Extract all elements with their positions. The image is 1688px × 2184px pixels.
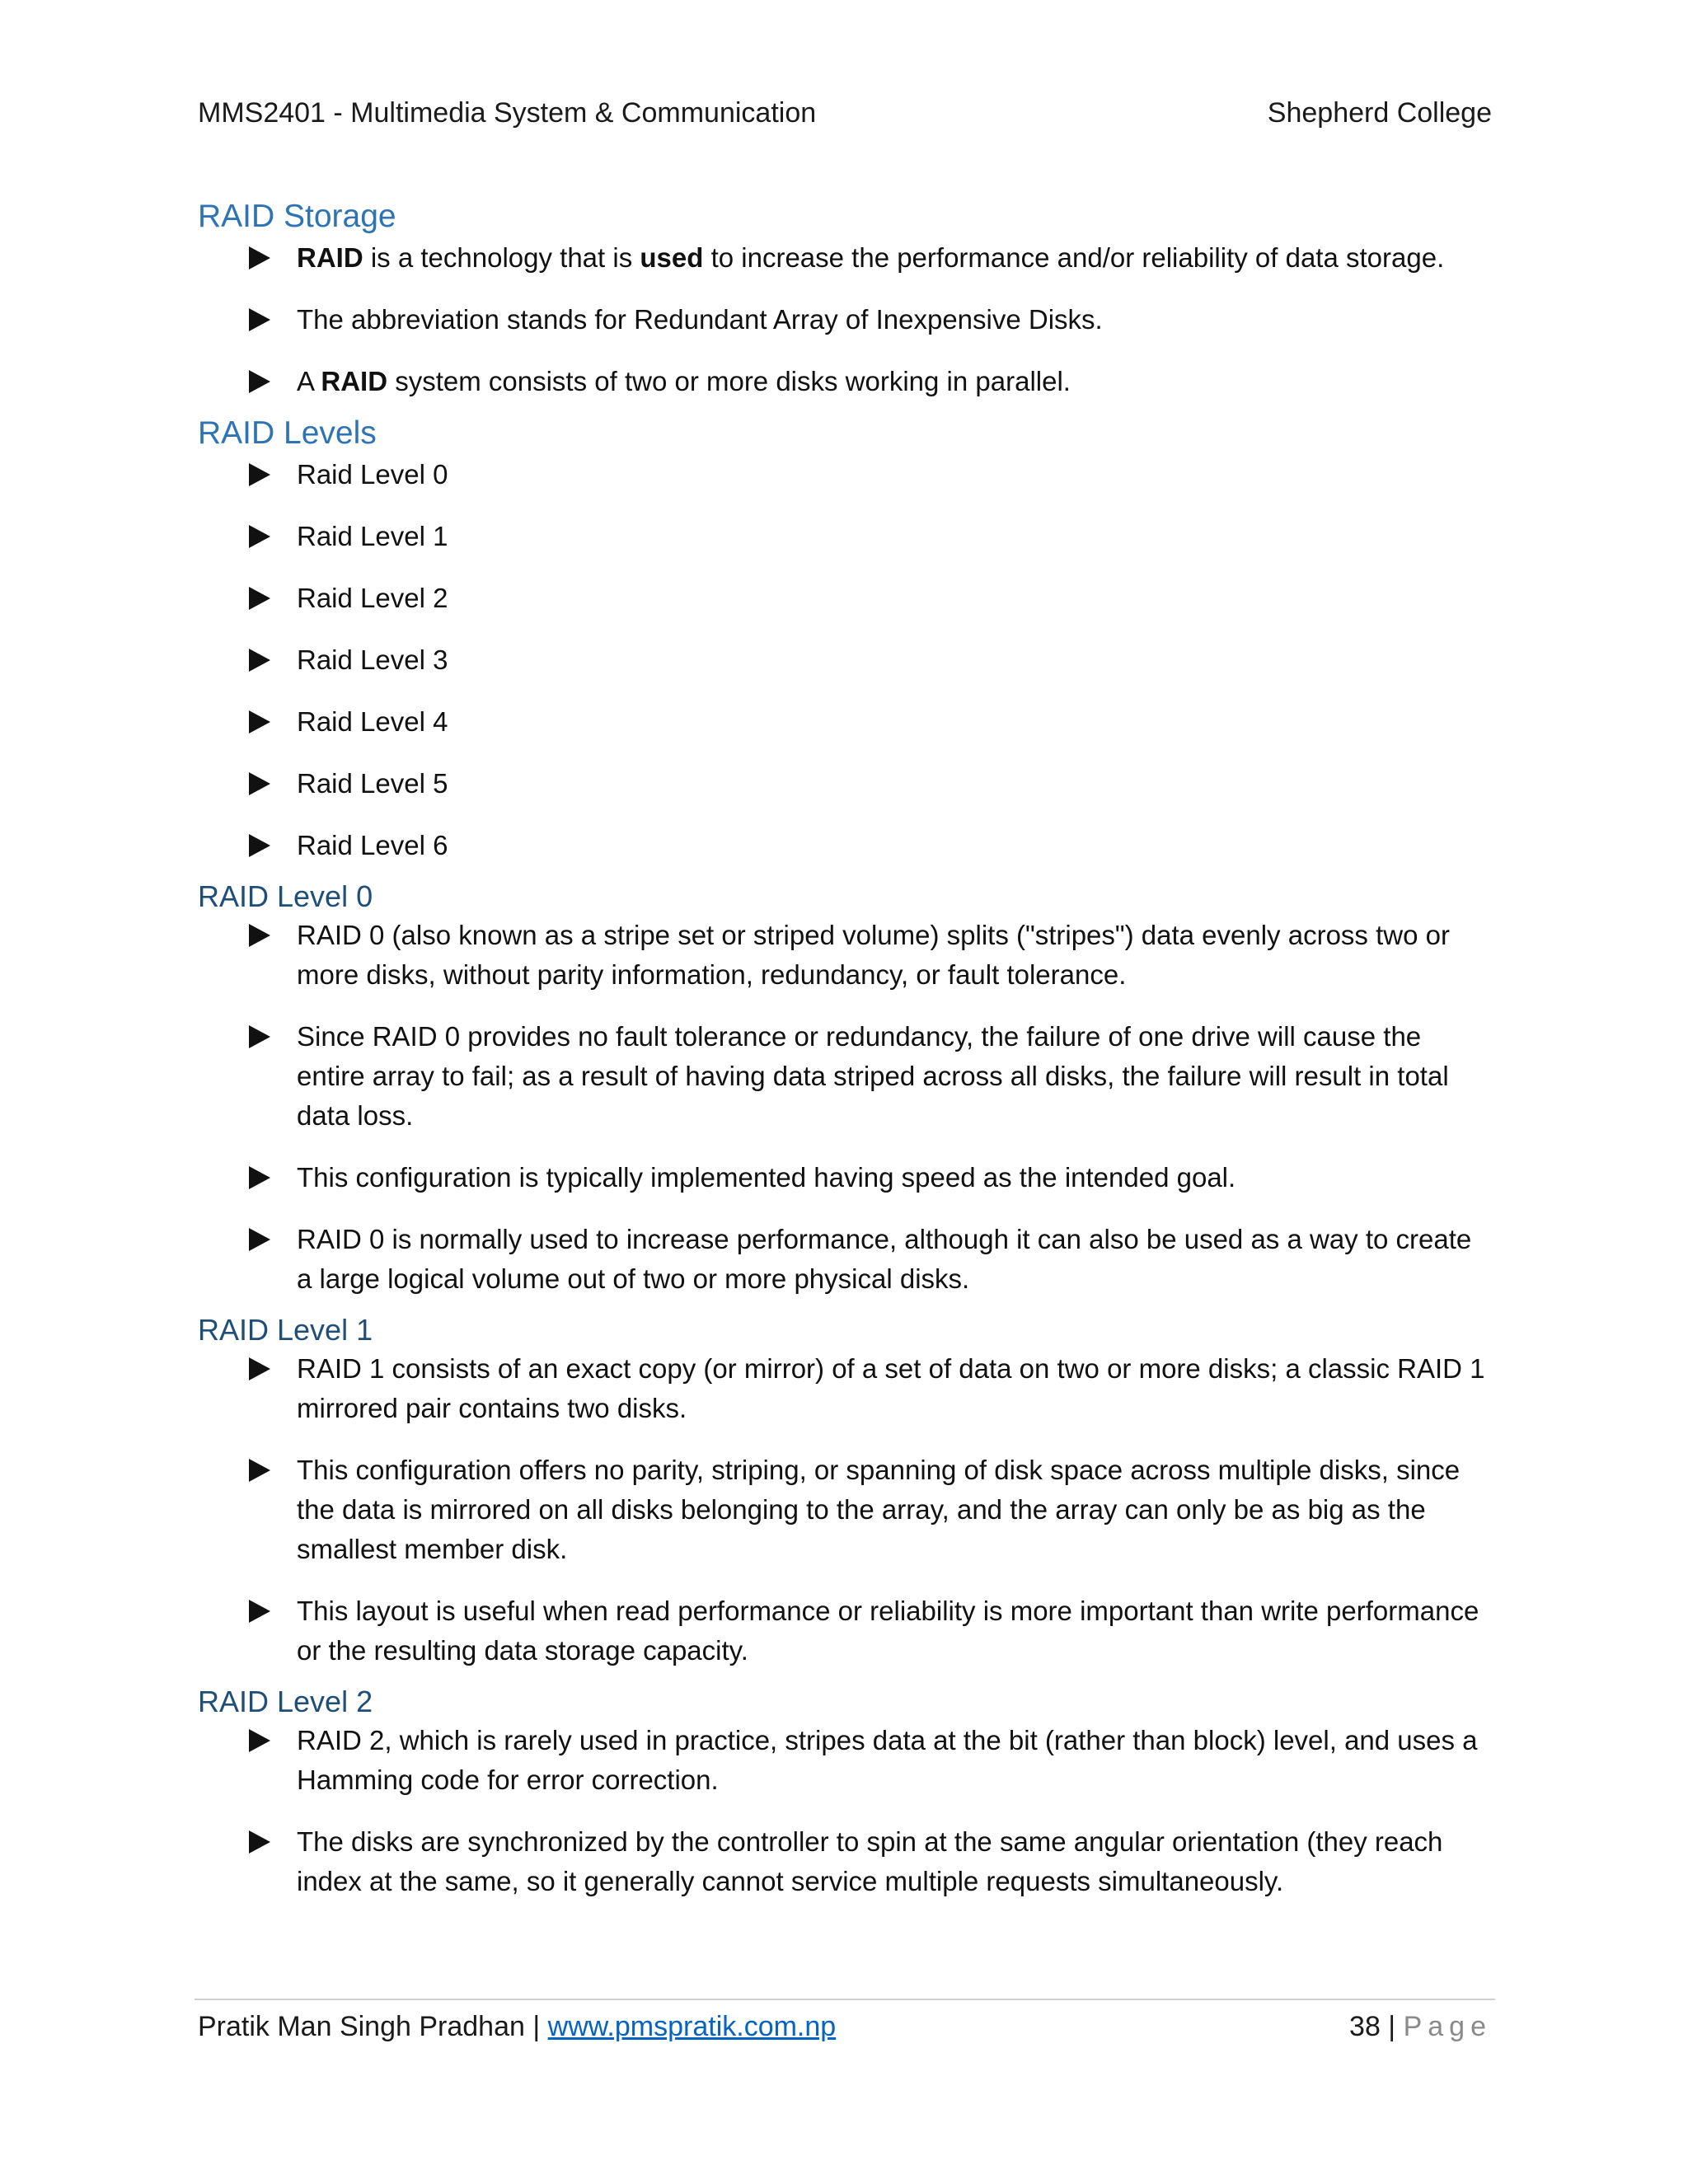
list-item [198, 702, 1492, 742]
list-item-text: Raid Level 0 [297, 458, 448, 490]
list-item [198, 826, 1492, 865]
triangle-bullet-icon [249, 924, 270, 947]
list-item-text: The disks are synchronized by the controller to spin at the same angular orientation (they reach index at the same, so it generally cannot service multiple requests simultaneously. [297, 1826, 1451, 1897]
bold-text: RAID [297, 241, 363, 273]
list-item [198, 1349, 1492, 1428]
list-item-text: Raid Level 4 [297, 705, 448, 737]
list-item [198, 1591, 1492, 1671]
triangle-bullet-icon [249, 1830, 270, 1854]
section-heading: RAID Level 1 [198, 1312, 373, 1347]
section-heading: RAID Storage [198, 199, 396, 234]
bullet-list [198, 238, 1492, 401]
triangle-bullet-icon [249, 1729, 270, 1752]
triangle-bullet-icon [249, 649, 270, 672]
header-institution: Shepherd College [1267, 97, 1492, 129]
page-number-separator: | [1380, 2011, 1404, 2042]
list-item-text: This configuration offers no parity, striping, or spanning of disk space across multiple disks, since the data is mirrored on all disks belonging to the array, and the array can only be as big as the smallest member disk. [297, 1454, 1468, 1564]
triangle-bullet-icon [249, 1600, 270, 1623]
list-item-text: Raid Level 5 [297, 767, 448, 799]
triangle-bullet-icon [249, 525, 270, 548]
footer-website-link[interactable]: www.pmspratik.com.np [547, 2011, 837, 2042]
list-item [198, 1158, 1492, 1197]
list-item [198, 300, 1492, 340]
list-item [198, 579, 1492, 618]
bullet-list [198, 1721, 1492, 1901]
document-body [198, 198, 1492, 1915]
list-item [198, 1721, 1492, 1800]
list-item [198, 764, 1492, 804]
triangle-bullet-icon [249, 463, 270, 486]
footer-divider [195, 1999, 1495, 2000]
bullet-list [198, 455, 1492, 865]
list-item-text: RAID 0 is normally used to increase performance, although it can also be used as a way to create a large logical volume out of two or more physical disks. [297, 1223, 1479, 1294]
list-item [198, 640, 1492, 680]
list-item-text: RAID 1 consists of an exact copy (or mirror) of a set of data on two or more disks; a classic RAID 1 mirrored pair contains two disks. [297, 1352, 1493, 1423]
section-heading: RAID Level 0 [198, 879, 373, 913]
triangle-bullet-icon [249, 1357, 270, 1380]
page-footer [198, 2011, 1492, 2043]
triangle-bullet-icon [249, 772, 270, 795]
list-item-text: system consists of two or more disks working in parallel. [387, 365, 1071, 396]
list-item [198, 1822, 1492, 1901]
list-item [198, 1451, 1492, 1569]
triangle-bullet-icon [249, 1459, 270, 1482]
footer-separator: | [524, 2011, 548, 2042]
footer-author-block [198, 2011, 836, 2043]
bold-text: used [640, 241, 704, 273]
triangle-bullet-icon [249, 1228, 270, 1251]
list-item-text: A [297, 365, 321, 396]
page-number: 38 [1349, 2011, 1381, 2042]
list-item-text: The abbreviation stands for Redundant Array of Inexpensive Disks. [297, 303, 1103, 335]
list-item [198, 916, 1492, 995]
header-course-title: MMS2401 - Multimedia System & Communication [198, 97, 817, 129]
bullet-list [198, 1349, 1492, 1671]
list-item-text: Since RAID 0 provides no fault tolerance or redundancy, the failure of one drive will cause the entire array to fail; as a result of having data striped across all disks, the failure will result in total data loss. [297, 1020, 1456, 1131]
section-heading: RAID Levels [198, 415, 377, 451]
triangle-bullet-icon [249, 834, 270, 857]
footer-page-block [1349, 2011, 1492, 2043]
list-item-text: RAID 0 (also known as a stripe set or striped volume) splits ("stripes") data evenly across two or more disks, without parity information, redundancy, or fault tolerance. [297, 919, 1458, 990]
triangle-bullet-icon [249, 587, 270, 610]
list-item-text: This layout is useful when read performance or reliability is more important than write performance or the resulting data storage capacity. [297, 1595, 1487, 1666]
list-item [198, 1220, 1492, 1299]
bullet-list [198, 916, 1492, 1299]
triangle-bullet-icon [249, 1166, 270, 1189]
list-item [198, 362, 1492, 401]
triangle-bullet-icon [249, 710, 270, 733]
triangle-bullet-icon [249, 370, 270, 393]
list-item-text: Raid Level 3 [297, 644, 448, 675]
list-item [198, 517, 1492, 556]
list-item-text: to increase the performance and/or reliability of data storage. [703, 241, 1445, 273]
list-item [198, 455, 1492, 494]
footer-author: Pratik Man Singh Pradhan [198, 2011, 525, 2042]
list-item-text: Raid Level 2 [297, 582, 448, 613]
bold-text: RAID [321, 365, 388, 396]
list-item-text: Raid Level 1 [297, 520, 448, 551]
page-header [198, 97, 1492, 129]
list-item-text: RAID 2, which is rarely used in practice, stripes data at the bit (rather than block) level, and uses a Hamming code for error correction. [297, 1725, 1485, 1796]
section-heading: RAID Level 2 [198, 1684, 373, 1718]
list-item [198, 1017, 1492, 1136]
list-item-text: Raid Level 6 [297, 829, 448, 860]
list-item-text: This configuration is typically implemented having speed as the intended goal. [297, 1161, 1236, 1193]
triangle-bullet-icon [249, 1025, 270, 1048]
triangle-bullet-icon [249, 246, 270, 269]
list-item-text: is a technology that is [363, 241, 640, 273]
page-word: Page [1403, 2011, 1492, 2042]
list-item [198, 238, 1492, 278]
triangle-bullet-icon [249, 308, 270, 331]
